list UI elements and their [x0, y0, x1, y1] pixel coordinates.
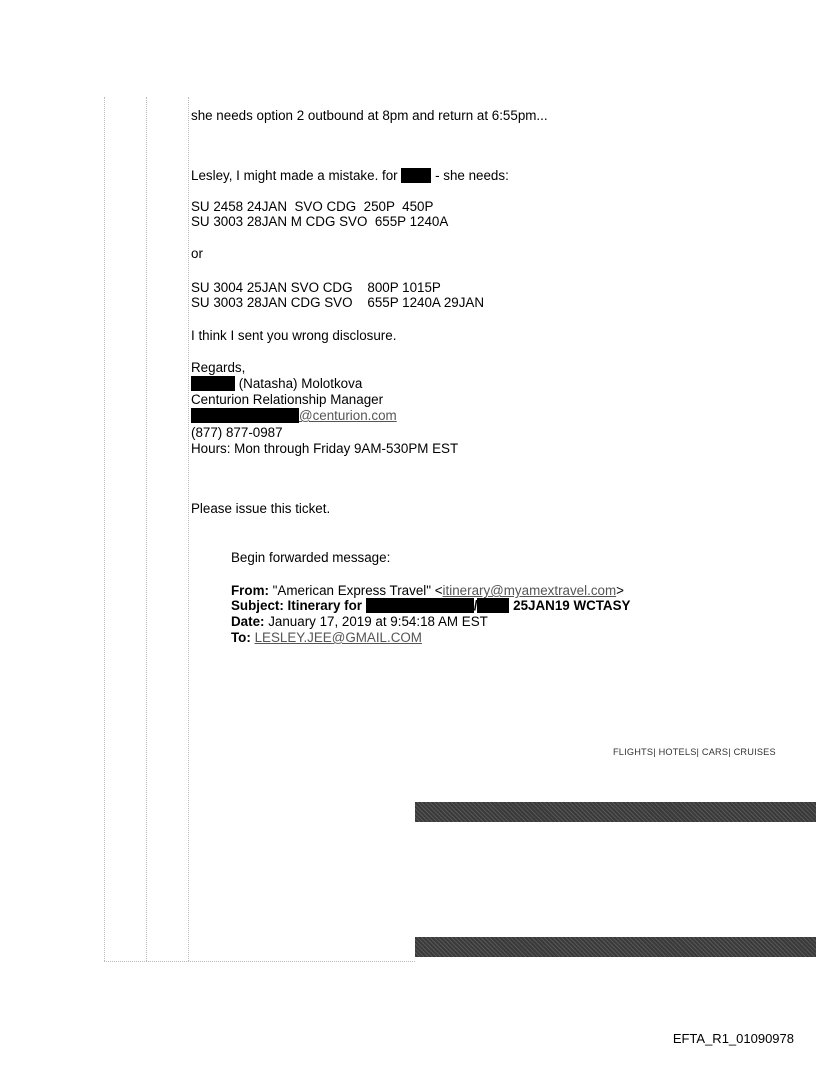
signature-title: Centurion Relationship Manager [191, 392, 384, 407]
message-line-mistake: Lesley, I might made a mistake. for - she needs: [191, 168, 509, 183]
quote-bottom-border [104, 961, 415, 962]
or-separator: or [191, 246, 203, 261]
document-id: EFTA_R1_01090978 [672, 1031, 794, 1046]
signature-phone: (877) 877-0987 [191, 425, 283, 440]
header-image-band-top [415, 802, 816, 822]
itinerary-option-a-line-1: SU 2458 24JAN SVO CDG 250P 450P [191, 199, 434, 214]
signature-hours: Hours: Mon through Friday 9AM-530PM EST [191, 441, 459, 456]
redacted-subject-name-2 [477, 598, 509, 613]
message-line-option2: she needs option 2 outbound at 8pm and return at 6:55pm... [191, 108, 548, 123]
itinerary-option-b-line-2: SU 3003 28JAN CDG SVO 655P 1240A 29JAN [191, 295, 485, 310]
issue-ticket-line: Please issue this ticket. [191, 501, 331, 516]
quote-border-1 [104, 97, 105, 961]
nav-cars[interactable]: CARS [701, 747, 729, 757]
signature-email-link[interactable]: @centurion.com [299, 408, 397, 423]
quote-border-2 [146, 97, 147, 961]
nav-flights[interactable]: FLIGHTS [613, 747, 654, 757]
redacted-name [401, 168, 431, 183]
disclosure-line: I think I sent you wrong disclosure. [191, 328, 397, 343]
redacted-email-user [191, 408, 299, 423]
header-image-band-bottom [415, 937, 816, 957]
forwarded-from: From: "American Express Travel" <itinerary@myamextravel.com> [231, 583, 624, 598]
signature-name: (Natasha) Molotkova [191, 376, 362, 391]
nav-cruises[interactable]: CRUISES [733, 747, 776, 757]
redacted-first-name [191, 376, 235, 391]
signature-email [191, 408, 397, 423]
nav-hotels[interactable]: HOTELS [658, 747, 697, 757]
forwarded-subject: Subject: Itinerary for / 25JAN19 WCTASY [231, 598, 631, 613]
to-email-link[interactable]: LESLEY.JEE@GMAIL.COM [254, 630, 422, 645]
itinerary-option-a-line-2: SU 3003 28JAN M CDG SVO 655P 1240A [191, 214, 449, 229]
from-email-link[interactable]: itinerary@myamextravel.com [442, 583, 617, 598]
forwarded-date: Date: January 17, 2019 at 9:54:18 AM EST [231, 614, 488, 629]
redacted-subject-name-1 [366, 598, 474, 613]
travel-nav: FLIGHTS| HOTELS| CARS| CRUISES [613, 747, 776, 757]
forwarded-to: To: LESLEY.JEE@GMAIL.COM [231, 630, 422, 645]
itinerary-option-b-line-1: SU 3004 25JAN SVO CDG 800P 1015P [191, 280, 441, 295]
signature-regards: Regards, [191, 360, 246, 375]
quote-border-3 [188, 97, 189, 961]
forwarded-intro: Begin forwarded message: [231, 550, 391, 565]
